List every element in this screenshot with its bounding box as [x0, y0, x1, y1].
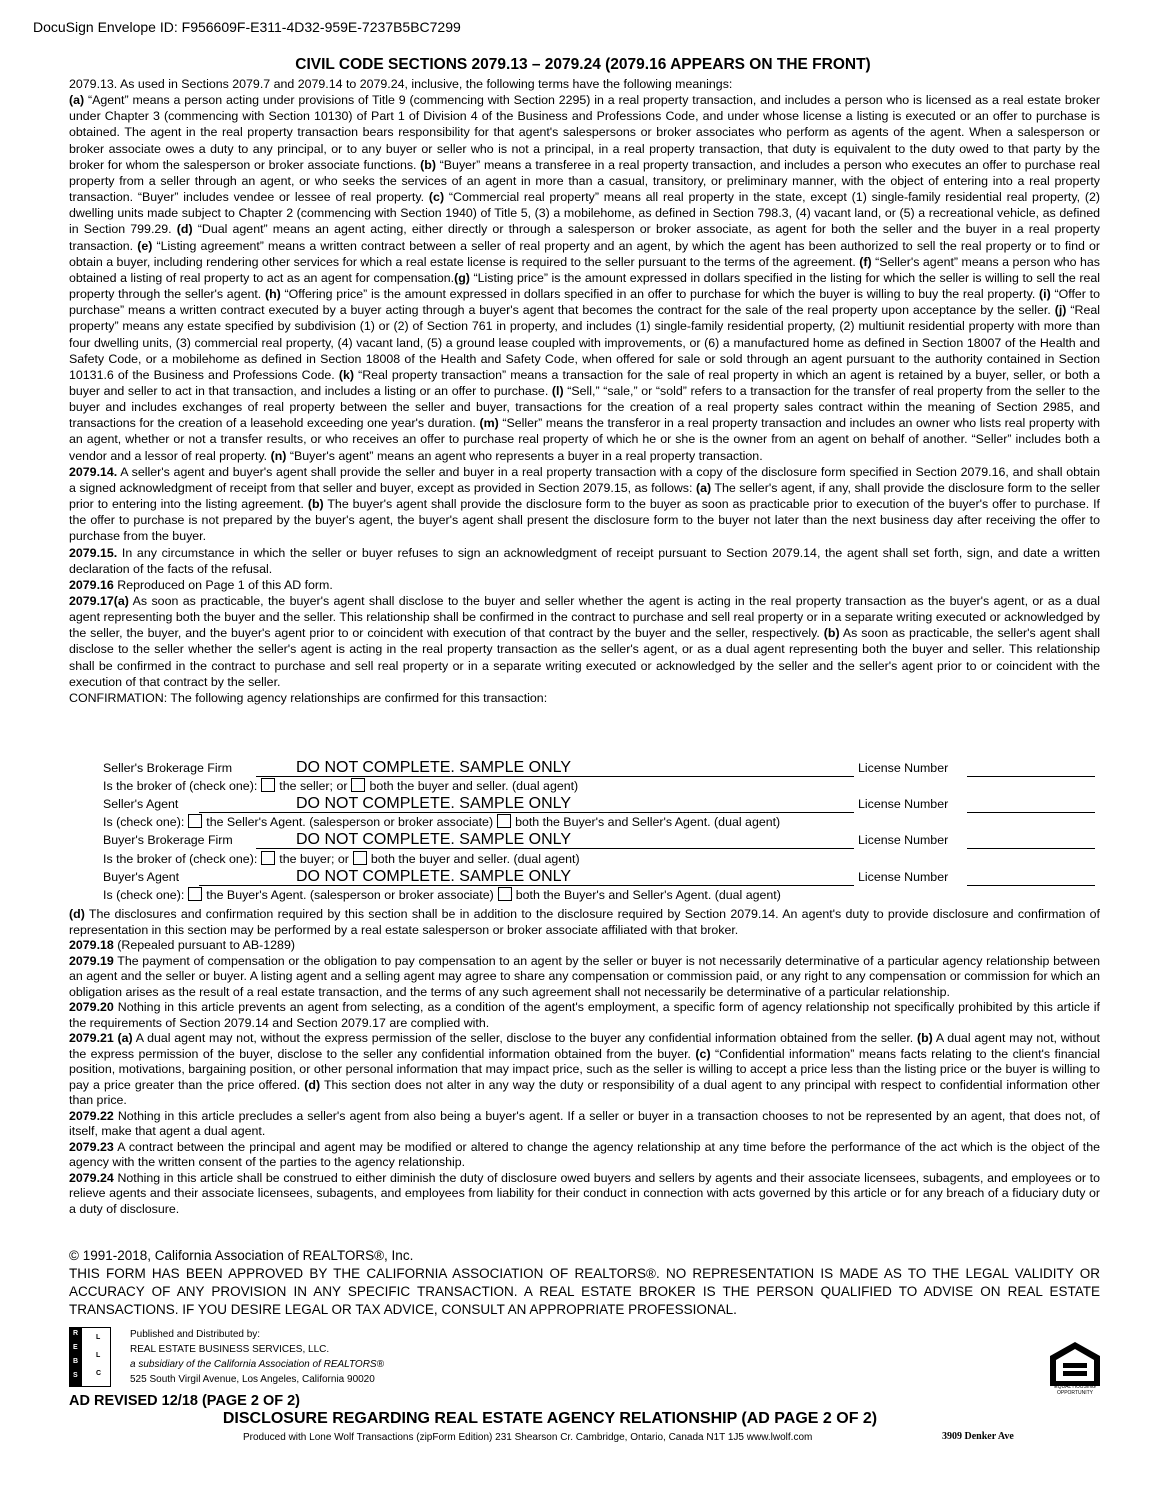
license-number-field[interactable]: [967, 796, 1095, 813]
definition-real-property: “Real property” means any estate specified by subdivision (1) or (2) of Section 761 in property, and includes (1) single-family residential property, (2) multiunit residential property with more than four dwelling units, (3) commercial real property, (4) vacant land, (5) a ground lease coupled with improvements, or (6) a manufactured home as defined in Section 18007 of the Health and Safety Code, or a mobilehome as defined in Section 18008 of the Health and Safety Code, when offered for sale or sold through an agent pursuant to the authority contained in Section 10131.6 of the Business and Professions Code.: [69, 303, 1100, 382]
section-text: Nothing in this article precludes a seller's agent from also being a buyer's agent. If a seller or buyer in a transaction chooses to not be represented by an agent, that does not, of itself, make that agent a dual agent.: [69, 1108, 1100, 1138]
copyright-line: © 1991-2018, California Association of REALTORS®, Inc.: [69, 1248, 414, 1263]
rebs-logo: [69, 1327, 111, 1387]
clause-label: (j): [1054, 303, 1067, 318]
section-text: (Repealed pursuant to AB-1289): [113, 938, 295, 952]
published-by: Published and Distributed by:: [130, 1329, 261, 1340]
section-2079-14: [69, 464, 1100, 545]
license-number-label: License Number: [858, 797, 949, 811]
seller-broker-check-row: [103, 777, 1098, 795]
section-text: Nothing in this article prevents an agent from selecting, as a condition of the agent's employment, a specific form of agency relationship not specifically prohibited by this article if the requirements of Section 2079.14 and Section 2079.17 are complied with.: [69, 1000, 1100, 1030]
clause-label: (e): [137, 238, 153, 253]
field-label: Seller's Agent: [103, 797, 179, 811]
section-text: In any circumstance in which the seller or buyer refuses to sign an acknowledgment of receipt pursuant to Section 2079.14, the agent shall set forth, sign, and date a written declaration of the facts of the refusal.: [69, 545, 1100, 576]
clause-label: (f): [859, 254, 872, 269]
section-text: The buyer's agent shall provide the disclosure form to the buyer as soon as practicable prior to execution of the buyer's offer to purchase. If the offer to purchase is not prepared by the buyer's agent, the buyer's agent shall present the disclosure form to the buyer not later than the next business day after receiving the offer to purchase from the buyer.: [69, 497, 1100, 544]
license-number-label: License Number: [858, 833, 949, 847]
option-label: the buyer; or: [279, 852, 349, 866]
license-number-label: License Number: [858, 870, 949, 884]
field-label: Buyer's Agent: [103, 870, 180, 884]
section-text: The payment of compensation or the obligation to pay compensation to an agent by the seller or buyer is not necessarily determinative of a particular agency relationship between an agent and the seller or buyer. A listing agent and a selling agent may agree to share any compensation or commission paid, or any right to any compensation or commission for which an obligation arises as the result of a real estate transaction, and the terms of any such agreement shall not necessarily be determinative of a particular relationship.: [69, 953, 1100, 999]
license-number-field[interactable]: [967, 832, 1095, 849]
section-2079-16: [69, 577, 1100, 593]
field-label: Is (check one):: [103, 815, 185, 829]
option-label: the seller; or: [279, 779, 348, 793]
section-2079-17: [69, 593, 1100, 690]
field-label: Is the broker of (check one):: [103, 852, 258, 866]
section-label: 2079.14.: [69, 464, 118, 479]
license-number-field[interactable]: [967, 760, 1095, 777]
checkbox-dual-agent[interactable]: [351, 778, 365, 792]
clause-label: (m): [479, 416, 499, 431]
option-label: both the buyer and seller. (dual agent): [369, 779, 579, 793]
sellers-brokerage-firm-field[interactable]: [256, 760, 854, 777]
sample-text: DO NOT COMPLETE. SAMPLE ONLY: [296, 795, 572, 812]
option-label: the Buyer's Agent. (salesperson or broker associate): [206, 888, 494, 902]
logo-letter: L: [96, 1334, 101, 1341]
definition-seller: “Seller” means the transferor in a real property transaction and includes an owner who lists real property with an agent, whether or not a transfer results, or who receives an offer to purchase real property of which he or she is the owner from an agent on behalf of another. “Seller” includes both a vendor and a lessor of real property.: [69, 416, 1100, 463]
definition-listing-agreement: “Listing agreement” means a written contract between a seller of real property and an agent, by which the agent has been authorized to sell the real property or to find or obtain a buyer, including rendering other services for which a real estate license is required to the seller pursuant to the terms of the agreement.: [69, 238, 1100, 269]
definition-buyers-agent: “Buyer's agent” means an agent who represents a buyer in a real property transaction.: [286, 448, 763, 463]
clause-label: (b): [420, 157, 436, 172]
field-label: Buyer's Brokerage Firm: [103, 833, 233, 847]
sample-text: DO NOT COMPLETE. SAMPLE ONLY: [296, 759, 572, 776]
sample-text: DO NOT COMPLETE. SAMPLE ONLY: [296, 831, 572, 848]
section-label: 2079.15.: [69, 545, 118, 560]
clause-label: (c): [695, 1046, 711, 1061]
section-2079-20: [69, 1000, 1100, 1031]
checkbox-buyer[interactable]: [261, 851, 275, 865]
checkbox-seller[interactable]: [261, 778, 275, 792]
section-label: 2079.19: [69, 953, 114, 968]
form-revision: AD REVISED 12/18 (PAGE 2 OF 2): [69, 1393, 300, 1409]
definition-real-property-transaction: “Real property transaction” means a transaction for the sale of real property in which an agent is retained by a buyer, seller, or both a buyer and seller to act in that transaction, and includes a listing or an offer to purchase.: [69, 367, 1100, 398]
section-2079-21: [69, 1031, 1100, 1109]
license-number-field[interactable]: [967, 869, 1095, 886]
clause-label: (b): [307, 497, 324, 512]
sellers-agent-field[interactable]: [199, 796, 854, 813]
publisher-info: [130, 1327, 384, 1387]
clause-label: (c): [428, 190, 445, 205]
section-2079-23: [69, 1140, 1100, 1171]
definition-agent: “Agent” means a person acting under provisions of Title 9 (commencing with Section 2295) in a real property transaction, and includes a person who is licensed as a real estate broker under Chapter 3 (commencing with Section 10130) of Part 1 of Division 4 of the Business and Professions Code, and under whose license a listing is executed or an offer to purchase is obtained. The agent in the real property transaction bears responsibility for that agent's salespersons or broker associates who perform as agents of the agent. When a salesperson or broker associate owes a duty to any principal, or to any buyer or seller who is not a principal, in a real property transaction, that duty is equivalent to the duty owed to that party by the broker for whom the salesperson or broker associate functions.: [69, 93, 1100, 172]
definition-buyer: “Buyer” means a transferee in a real property transaction, and includes a person who executes an offer to purchase real property from a seller through an agent, or who seeks the services of an agent in more than a casual, transitory, or preliminary manner, with the object of entering into a real property transaction. “Buyer” includes vendee or lessee of real property.: [69, 157, 1100, 205]
form-title: DISCLOSURE REGARDING REAL ESTATE AGENCY RELATIONSHIP (AD PAGE 2 OF 2): [222, 1410, 878, 1427]
approval-notice: THIS FORM HAS BEEN APPROVED BY THE CALIFORNIA ASSOCIATION OF REALTORS®. NO REPRESENTATION IS MADE AS TO THE LEGAL VALIDITY OR ACCURACY OF ANY PROVISION IN ANY SPECIFIC TRANSACTION. A REAL ESTATE BROKER IS THE PERSON QUALIFIED TO ADVISE ON REAL ESTATE TRANSACTIONS. IF YOU DESIRE LEGAL OR TAX ADVICE, CONSULT AN APPROPRIATE PROFESSIONAL.: [69, 1266, 1100, 1317]
section-text: This section does not alter in any way the duty or responsibility of a dual agent to any principal with respect to confidential information other than price.: [69, 1077, 1100, 1107]
section-2079-24: [69, 1171, 1100, 1218]
checkbox-both-agents[interactable]: [498, 887, 512, 901]
clause-label: (g): [454, 270, 470, 285]
section-2079-13-intro: 2079.13. As used in Sections 2079.7 and 2079.14 to 2079.24, inclusive, the following terms have the following meanings:: [69, 77, 733, 91]
definition-offering-price: “Offering price” is the amount expressed in dollars specified in an offer to purchase for which the buyer is willing to buy the real property.: [280, 287, 1036, 302]
page-title: CIVIL CODE SECTIONS 2079.13 – 2079.24 (2079.16 APPEARS ON THE FRONT): [295, 56, 871, 73]
logo-letter: B: [73, 1358, 79, 1365]
definition-listing-price: “Listing price” is the amount expressed in dollars specified in the listing for which the seller is willing to sell the real property through the seller's agent.: [69, 270, 1100, 302]
section-label: 2079.22: [69, 1108, 114, 1123]
buyer-broker-check-row: [103, 850, 1098, 868]
checkbox-both-agents[interactable]: [497, 814, 511, 828]
section-text: A seller's agent and buyer's agent shall provide the seller and buyer in a real property transaction with a copy of the disclosure form specified in Section 2079.16, and shall obtain a signed acknowledgment of receipt from that seller and buyer, except as provided in Section 2079.15, as follows:: [69, 464, 1100, 495]
publisher-name: REAL ESTATE BUSINESS SERVICES, LLC.: [130, 1344, 330, 1355]
field-label: Is (check one):: [103, 888, 185, 902]
section-text: The seller's agent, if any, shall provide the disclosure form to the seller prior to entering into the listing agreement.: [69, 480, 1100, 512]
section-text: As soon as practicable, the buyer's agent shall disclose to the buyer and seller whether the agent is acting in the real property transaction as the buyer's agent, or as a dual agent representing both the buyer and the seller. This relationship shall be confirmed in the contract to purchase and sell real property or in a separate writing executed or acknowledged by the seller, the buyer, and the buyer's agent prior to or coincident with execution of that contract by the buyer and the seller, respectively.: [69, 594, 1100, 641]
produced-with: Produced with Lone Wolf Transactions (zipForm Edition) 231 Shearson Cr. Cambridge, Ontario, Canada N1T 1J5 www.lwolf.com: [243, 1432, 813, 1443]
section-text: Reproduced on Page 1 of this AD form.: [113, 577, 333, 592]
section-2079-13: [69, 76, 1100, 464]
publisher-subsidiary: a subsidiary of the California Association of REALTORS®: [130, 1359, 384, 1370]
clause-label: (h): [264, 287, 281, 302]
section-2079-18: [69, 938, 1100, 954]
logo-letter: E: [73, 1344, 78, 1351]
confirmation-heading: CONFIRMATION: The following agency relationships are confirmed for this transaction:: [69, 690, 548, 705]
section-label: 2079.20: [69, 1000, 114, 1014]
section-text: A dual agent may not, without the express permission of the buyer, disclose to the seller any confidential information obtained from the buyer.: [69, 1031, 1100, 1061]
logo-letter: S: [73, 1372, 78, 1379]
section-text: Nothing in this article shall be construed to either diminish the duty of disclosure owed buyers and sellers by agents and their associate licensees, subagents, and employees or to relieve agents and their associate licensees, subagents, and employees from liability for their conduct in connection with acts governed by this article or for any breach of a fiduciary duty or a duty of disclosure.: [69, 1170, 1100, 1216]
clause-label: (d): [176, 222, 193, 237]
option-label: both the Buyer's and Seller's Agent. (dual agent): [515, 888, 781, 902]
buyers-agent-field[interactable]: [199, 869, 854, 886]
property-address: 3909 Denker Ave: [942, 1431, 1014, 1442]
logo-letter: R: [73, 1330, 79, 1337]
section-label: 2079.18: [69, 938, 114, 952]
buyer-agent-check-row: [103, 886, 1098, 904]
seller-agent-check-row: [103, 813, 1098, 831]
checkbox-sellers-agent[interactable]: [188, 814, 202, 828]
clause-label: (d): [69, 907, 85, 921]
clause-label: (a): [695, 480, 712, 495]
field-label: Is the broker of (check one):: [103, 779, 258, 793]
clause-label: (i): [1039, 287, 1051, 302]
equal-housing-text: EQUAL HOUSING OPPORTUNITY: [1054, 1384, 1096, 1396]
field-label: Seller's Brokerage Firm: [103, 761, 233, 775]
logo-letter: L: [96, 1352, 101, 1359]
license-number-label: License Number: [858, 761, 949, 775]
definition-dual-agent: “Dual agent” means an agent acting, either directly or through a salesperson or broker associate, as agent for both the seller and the buyer in a real property transaction.: [69, 222, 1101, 253]
option-label: both the buyer and seller. (dual agent): [370, 852, 580, 866]
definition-commercial-real-property: “Commercial real property” means all real property in the state, except (1) single-family residential real property, (2) dwelling units made subject to Chapter 2 (commencing with Section 1940) of Title 5, (3) a mobilehome, as defined in Section 798.3, (4) vacant land, or (5) a recreational vehicle, as defined in Section 799.29.: [69, 190, 1100, 237]
logo-letter: C: [96, 1370, 102, 1377]
section-2079-22: [69, 1109, 1100, 1140]
remaining-sections: [69, 907, 1100, 1217]
option-label: both the Buyer's and Seller's Agent. (dual agent): [515, 815, 781, 829]
clause-label: (n): [270, 448, 287, 463]
section-label: 2079.24: [69, 1170, 114, 1185]
section-label: 2079.16: [69, 577, 114, 592]
section-label: 2079.17(a): [69, 594, 129, 608]
clause-label: (k): [338, 367, 354, 382]
copyright-block: [69, 1247, 1100, 1319]
section-text: A contract between the principal and agent may be modified or altered to change the agency relationship at any time before the performance of the act which is the object of the agency with the written consent of the parties to the agency relationship.: [69, 1139, 1100, 1169]
section-text: A dual agent may not, without the express permission of the seller, disclose to the buyer any confidential information obtained from the seller.: [132, 1031, 914, 1045]
section-2079-15: [69, 545, 1100, 577]
clause-label: (l): [551, 383, 564, 398]
publisher-address: 525 South Virgil Avenue, Los Angeles, California 90020: [130, 1374, 375, 1385]
checkbox-buyers-agent[interactable]: [188, 887, 202, 901]
sample-text: DO NOT COMPLETE. SAMPLE ONLY: [296, 868, 572, 885]
section-2079-17-d: [69, 907, 1100, 938]
civil-code-body: [69, 76, 1100, 706]
clause-label: (b): [916, 1031, 933, 1045]
section-label: 2079.23: [69, 1139, 114, 1154]
clause-label: (b): [823, 626, 840, 641]
clause-label: (d): [304, 1077, 321, 1092]
section-text: “Confidential information” means facts relating to the client's financial position, motivations, bargaining position, or other personal information that may impact price, such as the seller is willing to accept a price less than the listing price or the buyer is willing to pay a price greater than the price offered.: [69, 1046, 1100, 1092]
section-label: 2079.21 (a): [69, 1031, 133, 1045]
definition-sellers-agent: “Seller's agent” means a person who has obtained a listing of real property to act as an agent for compensation.: [69, 254, 1100, 285]
section-text: The disclosures and confirmation required by this section shall be in addition to the disclosure required by Section 2079.14. An agent's duty to provide disclosure and confirmation of representation in this section may be performed by a real estate salesperson or broker associate affiliated with that broker.: [69, 907, 1100, 937]
option-label: the Seller's Agent. (salesperson or broker associate): [206, 815, 494, 829]
section-text: As soon as practicable, the seller's agent shall disclose to the seller whether the seller's agent is acting in the real property transaction as the seller's agent, or as a dual agent representing both the buyer and seller. This relationship shall be confirmed in the contract to purchase and sell real property or in a separate writing executed or acknowledged by the seller and the seller's agent prior to or coincident with the execution of that contract by the seller.: [69, 626, 1100, 689]
buyers-brokerage-firm-field[interactable]: [256, 832, 854, 849]
definition-sell: “Sell,” “sale,” or “sold” refers to a transaction for the transfer of real property from the seller to the buyer and includes exchanges of real property between the seller and buyer, transactions for the creation of a real property sales contract within the meaning of Section 2985, and transactions for the creation of a leasehold exceeding one year's duration.: [69, 383, 1100, 431]
section-2079-19: [69, 954, 1100, 1001]
clause-label: (a): [69, 93, 85, 108]
docusign-envelope-id: DocuSign Envelope ID: F956609F-E311-4D32-959E-7237B5BC7299: [33, 19, 461, 35]
checkbox-dual-agent[interactable]: [353, 851, 367, 865]
definition-offer-to-purchase: “Offer to purchase” means a written contract executed by a buyer acting through a buyer's agent that becomes the contract for the sale of the real property upon acceptance by the seller.: [69, 287, 1100, 318]
